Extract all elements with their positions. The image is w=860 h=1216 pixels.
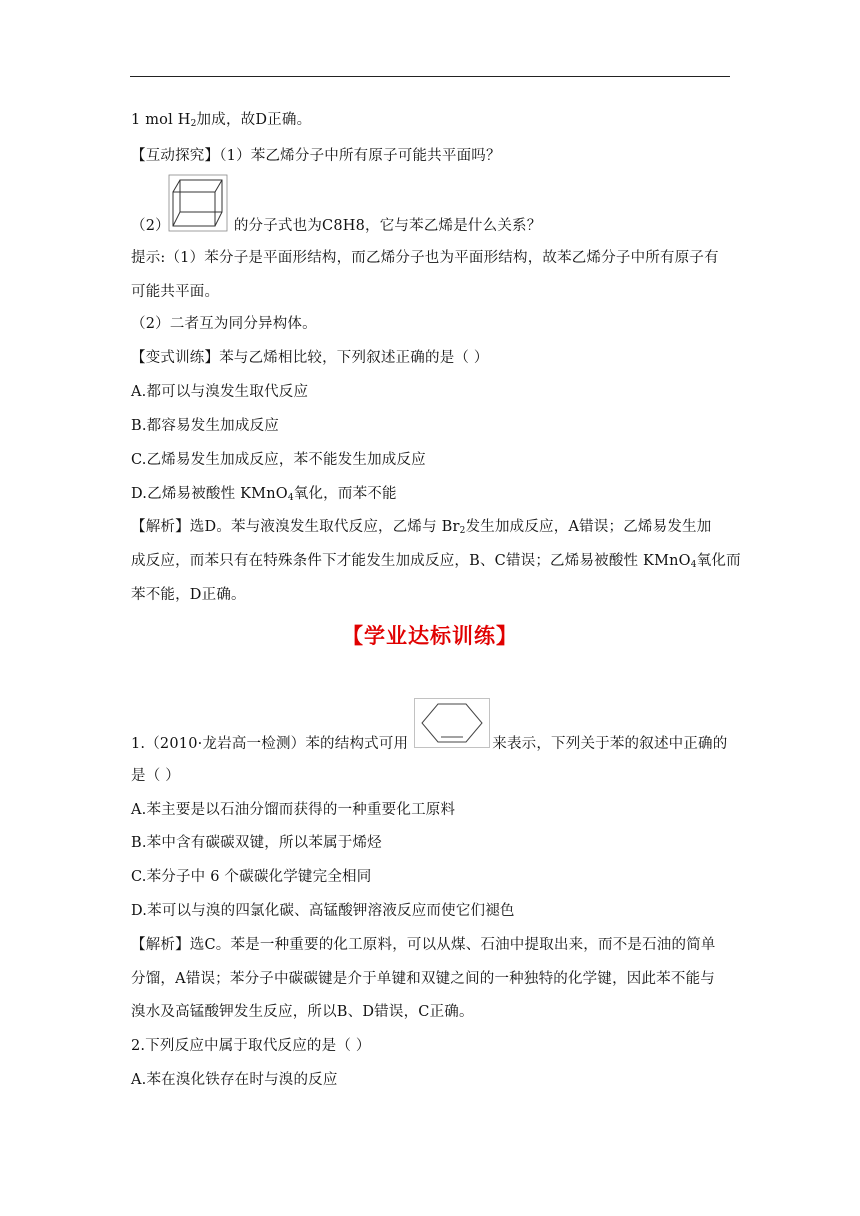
question-2-stem: 2.下列反应中属于取代反应的是（ ） <box>131 1038 371 1054</box>
text-line: 【解析】选C。苯是一种重要的化工原料，可以从煤、石油中提取出来，而不是石油的简单 <box>131 937 716 953</box>
text-line: 溴水及高锰酸钾发生反应，所以B、D错误，C正确。 <box>131 1004 474 1020</box>
text-line: 1 mol $H_2$加成，故D正确。 <box>131 112 312 129</box>
text-line: 提示:（1）苯分子是平面形结构，而乙烯分子也为平面形结构，故苯乙烯分子中所有原子有 <box>131 250 719 266</box>
option-d: D.苯可以与溴的四氯化碳、高锰酸钾溶液反应而使它们褪色 <box>131 903 515 919</box>
text-line: 可能共平面。 <box>131 284 220 300</box>
text-line: 分馏，A错误；苯分子中碳碳键是介于单键和双键之间的一种独特的化学键，因此苯不能与 <box>131 971 715 987</box>
option-c: C.苯分子中 6 个碳碳化学键完全相同 <box>131 869 372 885</box>
text-line: 苯不能，D正确。 <box>131 587 246 603</box>
text-line: 成反应，而苯只有在特殊条件下才能发生加成反应，B、C错误；乙烯易被酸性 KMnO$_4$氧化而 <box>131 553 741 570</box>
text-line: （2）二者互为同分异构体。 <box>131 316 317 332</box>
text-line: 【变式训练】苯与乙烯相比较，下列叙述正确的是（ ） <box>131 350 489 366</box>
question-1-stem: 1.（2010·龙岩高一检测）苯的结构式可用 来表示，下列关于苯的叙述中正确的 <box>131 736 728 752</box>
option-b: B.苯中含有碳碳双键，所以苯属于烯烃 <box>131 835 382 851</box>
header-rule <box>130 76 730 77</box>
text-line: 【互动探究】（1）苯乙烯分子中所有原子可能共平面吗？ <box>131 148 501 164</box>
option-c: C.乙烯易发生加成反应，苯不能发生加成反应 <box>131 452 426 468</box>
option-a: A.苯在溴化铁存在时与溴的反应 <box>131 1072 338 1088</box>
option-b: B.都容易发生加成反应 <box>131 418 279 434</box>
section-title: 【学业达标训练】 <box>342 624 518 648</box>
option-a: A.都可以与溴发生取代反应 <box>131 384 309 400</box>
text-line: 【解析】选D。苯与液溴发生取代反应，乙烯与 $Br_2$发生加成反应，A错误；乙烯易发生加 <box>131 519 712 536</box>
text-line: （2） 的分子式也为C8H8，它与苯乙烯是什么关系？ <box>131 218 542 234</box>
option-a: A.苯主要是以石油分馏而获得的一种重要化工原料 <box>131 802 456 818</box>
text-line: 是（ ） <box>131 768 180 784</box>
option-d: D.乙烯易被酸性 KMnO$_4$氧化，而苯不能 <box>131 486 397 503</box>
